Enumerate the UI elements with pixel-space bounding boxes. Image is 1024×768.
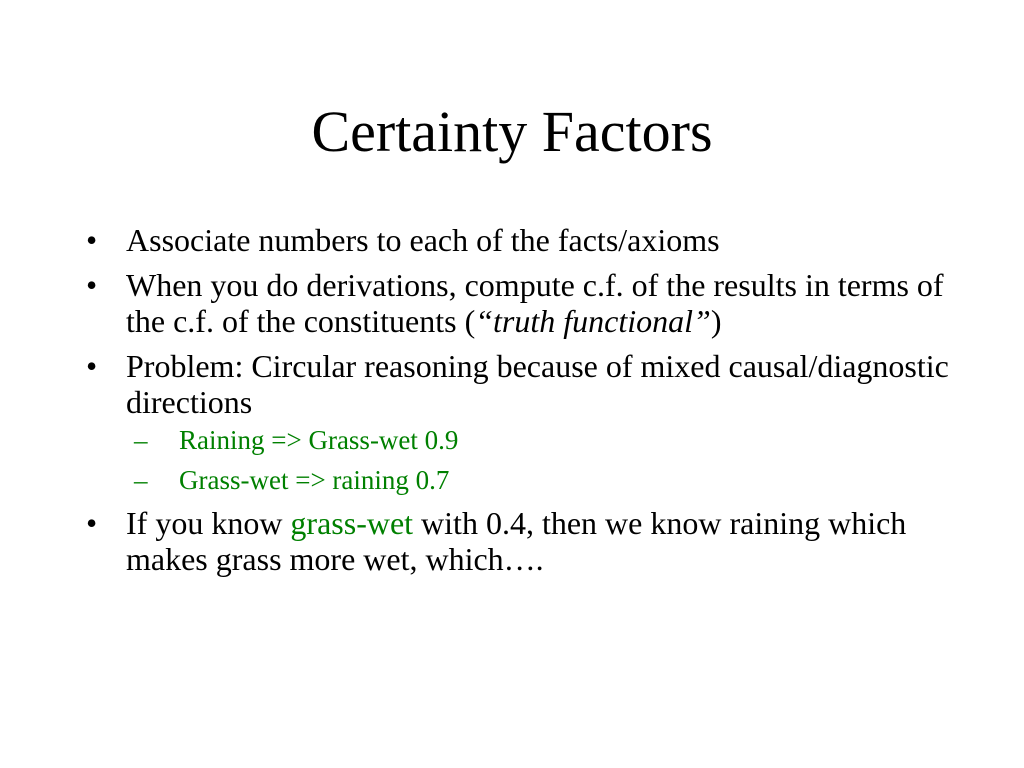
- italic-phrase: “truth functional”: [475, 303, 711, 339]
- bullet-text: If you know: [126, 505, 291, 541]
- bullet-item: [86, 505, 966, 577]
- sub-bullet-text: Grass-wet => raining 0.7: [179, 465, 450, 495]
- bullet-text-continued: with 0.4, then we know raining which makes grass more wet, which….: [126, 505, 907, 577]
- bullet-item: [86, 348, 966, 496]
- sub-bullet-item: [134, 464, 966, 496]
- bullet-item: [86, 267, 966, 339]
- bullet-item: [86, 222, 966, 258]
- bullet-marker: •: [86, 222, 98, 258]
- bullet-list: [86, 222, 966, 586]
- bullet-text: When you do derivations, compute c.f. of the results in terms of the c.f. of the constituents (: [126, 267, 944, 339]
- sub-bullet-text: Raining => Grass-wet 0.9: [179, 425, 459, 455]
- sub-bullet-list: [126, 424, 966, 496]
- bullet-marker: •: [86, 267, 98, 303]
- bullet-text: Problem: Circular reasoning because of mixed causal/diagnostic directions: [126, 348, 949, 420]
- highlight-term: grass-wet: [290, 505, 414, 541]
- sub-bullet-marker: –: [134, 425, 148, 455]
- bullet-marker: •: [86, 348, 98, 384]
- sub-bullet-marker: –: [134, 465, 148, 495]
- bullet-marker: •: [86, 505, 98, 541]
- bullet-text: Associate numbers to each of the facts/axioms: [126, 222, 720, 258]
- slide-title: Certainty Factors: [311, 99, 713, 164]
- bullet-text-closing: ): [710, 303, 722, 339]
- sub-bullet-item: [134, 424, 966, 456]
